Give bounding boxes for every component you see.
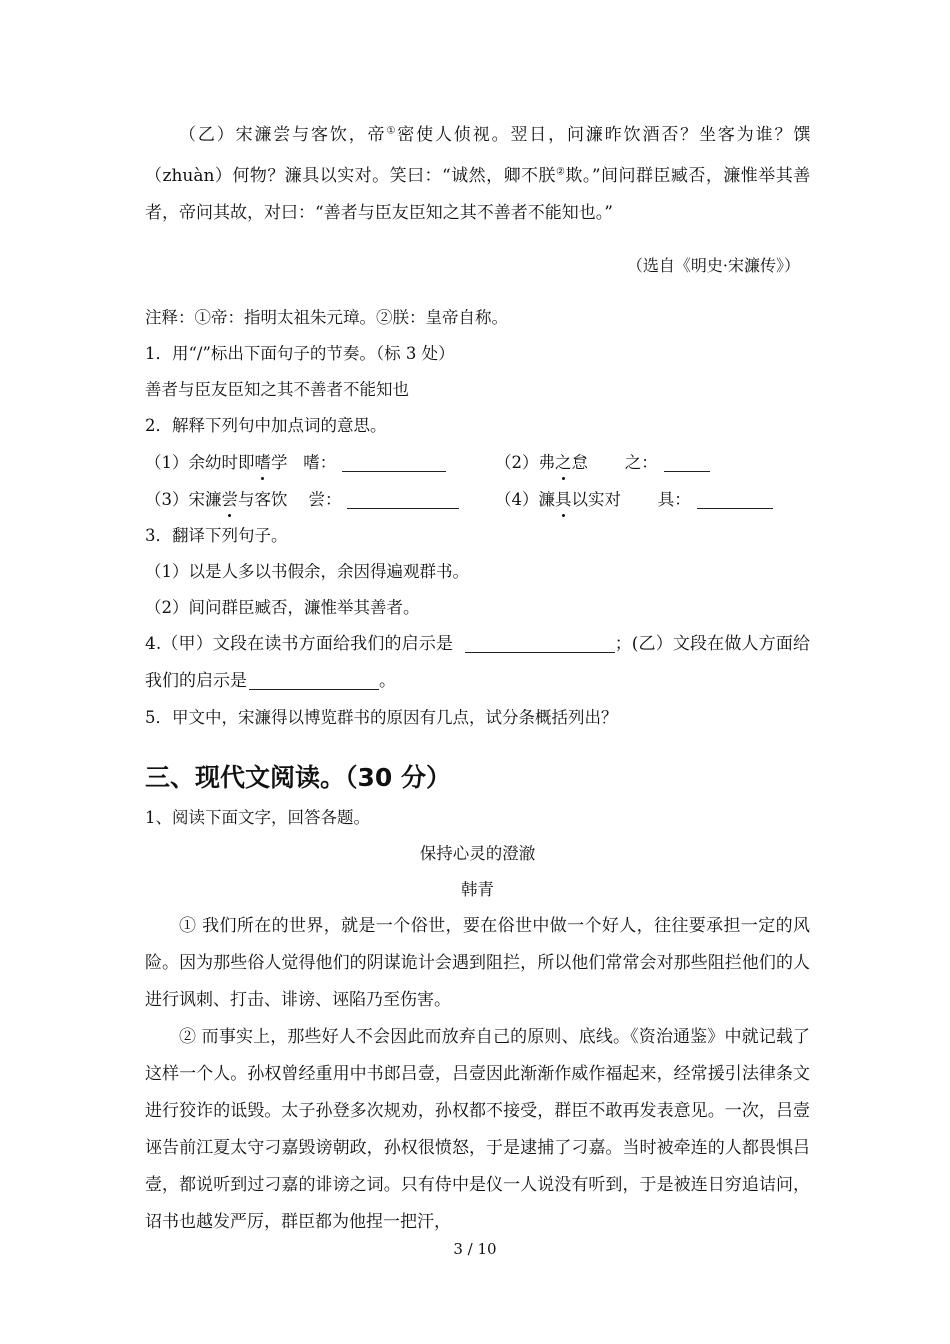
answer-blank[interactable] (347, 508, 459, 509)
question-3-item-1: （1）以是人多以书假余，余因得遍观群书。 (145, 562, 469, 582)
question-1-sentence: 善者与臣友臣知之其不善者不能知也 (145, 380, 409, 400)
q2-item-4: （4）濂具以实对 具： (495, 481, 773, 518)
q2-item-2: （2）弗之怠 之： (495, 444, 710, 481)
question-2: 2．解释下列句中加点词的意思。 (145, 416, 387, 436)
note-marker: ② (555, 166, 566, 178)
passage-source: （选自《明史·宋濂传》） (626, 256, 800, 276)
notes: 注释：①帝：指明太祖朱元璋。②朕：皇帝自称。 (145, 308, 508, 328)
question-4: 4.（甲）文段在读书方面给我们的启示是 ；(乙）文段在做人方面给我们的启示是 。 (145, 634, 810, 692)
question-3: 3．翻译下列句子。 (145, 526, 288, 546)
question-2-row-1 (145, 444, 810, 481)
q2-item-3: （3）宋濂尝与客饮 尝： (145, 481, 495, 518)
article-author: 韩青 (461, 880, 494, 900)
page-content (145, 112, 810, 1241)
question-1: 1．用“/”标出下面句子的节奏。（标 3 处） (145, 344, 455, 364)
q2-item-1: （1）余幼时即嗜学 嗜： (145, 444, 495, 481)
question-2-row-2 (145, 481, 810, 518)
question-3-item-2: （2）间问群臣臧否，濂惟举其善者。 (145, 598, 420, 618)
article-paragraph-2: ② 而事实上，那些好人不会因此而放弃自己的原则、底线。《资治通鉴》中就记载了这样一个人。孙权曾经重用中书郎吕壹，吕壹因此渐渐作威作福起来，经常援引法律条文进行狡诈的诋毁。太子孙登多次规劝，孙权都不接受，群臣不敢再发表意见。一次，吕壹诬告前江夏太守刁嘉毁谤朝政，孙权很愤怒，于是逮捕了刁嘉。当时被牵连的人都畏惧吕壹，都说听到过刁嘉的诽谤之词。只有侍中是仪一人说没有听到，于是被连日穷追诘问，诏书也越发严厉，群臣都为他捏一把汗， (145, 1027, 810, 1233)
answer-blank[interactable] (249, 689, 379, 690)
question-5: 5．甲文中，宋濂得以博览群书的原因有几点，试分条概括列出？ (145, 708, 618, 728)
article-paragraph-1: ① 我们所在的世界，就是一个俗世，要在俗世中做一个好人，往往要承担一定的风险。因为那些俗人觉得他们的阴谋诡计会遇到阻拦，所以他们常常会对那些阻拦他们的人进行讽刺、打击、诽谤、诬陷乃至伤害。 (145, 916, 810, 1011)
answer-blank[interactable] (664, 471, 710, 472)
passage-b (145, 112, 810, 232)
answer-blank[interactable] (342, 471, 446, 472)
section-instruction: 1、阅读下面文字，回答各题。 (145, 808, 370, 828)
page-number: 3 / 10 (453, 1240, 497, 1258)
answer-blank[interactable] (465, 652, 615, 653)
section-heading: 三、现代文阅读。（30 分） (145, 763, 451, 793)
article-title: 保持心灵的澄澈 (419, 844, 536, 864)
note-marker: ① (386, 125, 398, 136)
passage-b-text: （乙）宋濂尝与客饮，帝①密使人侦视。翌日，问濂昨饮酒否？坐客为谁？馔（zhuàn）何物？濂具以实对。笑曰：“诚然，卿不朕②欺。”间问群臣臧否，濂惟举其善者，帝问其故，对曰：“善者与臣友臣知之其不善者不能知也。” (145, 124, 811, 224)
answer-blank[interactable] (697, 508, 773, 509)
